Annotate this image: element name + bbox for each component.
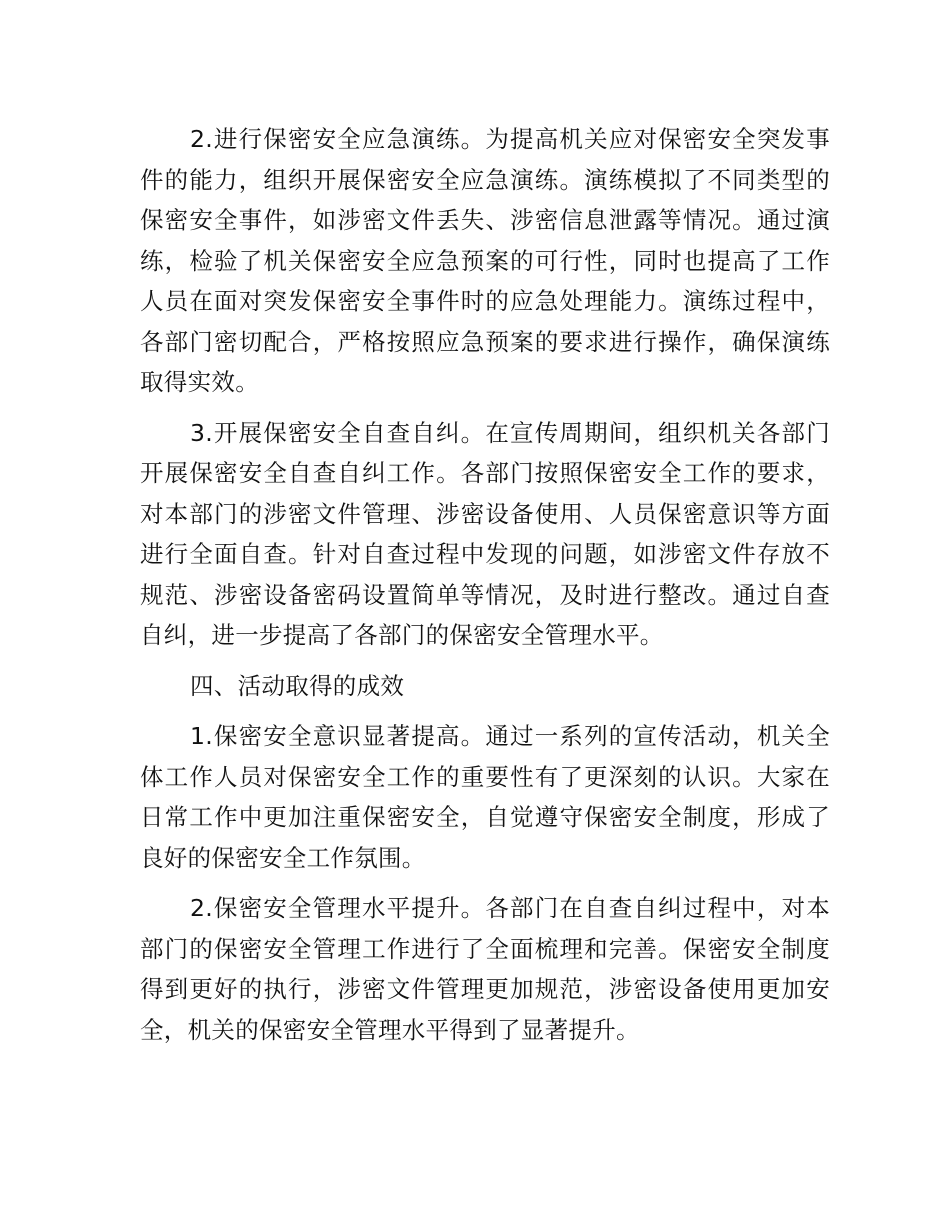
section-heading-results: 四、活动取得的成效 [190, 671, 405, 700]
paragraph-emergency-drill: 2.进行保密安全应急演练。为提高机关应对保密安全突发事件的能力，组织开展保密安全应急演练。演练模拟了不同类型的保密安全事件，如涉密文件丢失、涉密信息泄露等情况。通过演练，检验了机关保密安全应急预案的可行性，同时也提高了工作人员在面对突发保密安全事件时的应急处理能力。演练过程中，各部门密切配合，严格按照应急预案的要求进行操作，确保演练取得实效。 [140, 125, 830, 396]
paragraph-awareness-improved: 1.保密安全意识显著提高。通过一系列的宣传活动，机关全体工作人员对保密安全工作的重要性有了更深刻的认识。大家在日常工作中更加注重保密安全，自觉遵守保密安全制度，形成了良好的保密安全工作氛围。 [140, 722, 830, 872]
document-body [140, 119, 830, 1060]
paragraph-self-inspection: 3.开展保密安全自查自纠。在宣传周期间，组织机关各部门开展保密安全自查自纠工作。各部门按照保密安全工作的要求，对本部门的涉密文件管理、涉密设备使用、人员保密意识等方面进行全面自查。针对自查过程中发现的问题，如涉密文件存放不规范、涉密设备密码设置简单等情况，及时进行整改。通过自查自纠，进一步提高了各部门的保密安全管理水平。 [140, 418, 830, 649]
paragraph-management-improved: 2.保密安全管理水平提升。各部门在自查自纠过程中，对本部门的保密安全管理工作进行了全面梳理和完善。保密安全制度得到更好的执行，涉密文件管理更加规范，涉密设备使用更加安全，机关的保密安全管理水平得到了显著提升。 [140, 894, 830, 1044]
